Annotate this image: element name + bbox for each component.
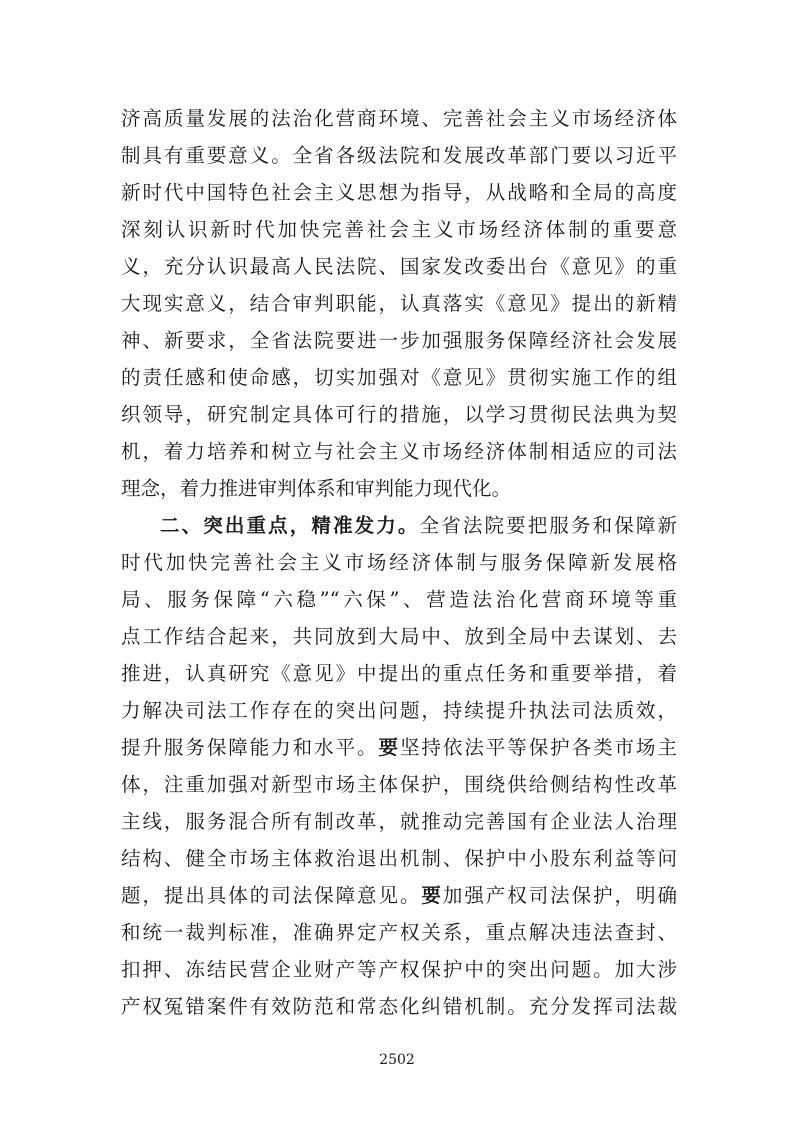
text-line: 体，注重加强对新型市场主体保护，围绕供给侧结构性改革 — [121, 773, 677, 796]
section-heading-line: 二、突出重点，精准发力。全省法院要把服务和保障新 — [160, 514, 677, 537]
page-number: 2502 — [379, 1052, 415, 1068]
text-line: 点工作结合起来，共同放到大局中、放到全局中去谋划、去 — [121, 625, 677, 648]
emphasis-keyword: 要 — [421, 884, 443, 907]
emphasis-keyword: 要 — [378, 736, 400, 759]
text-line: 织领导，研究制定具体可行的措施，以学习贯彻民法典为契 — [121, 403, 677, 426]
document-body — [121, 100, 677, 1025]
text-line: 扣押、冻结民营企业财产等产权保护中的突出问题。加大涉 — [121, 958, 677, 981]
text-line: 提升服务保障能力和水平。要坚持依法平等保护各类市场主 — [121, 736, 677, 759]
section-heading: 二、突出重点，精准发力。 — [160, 514, 420, 537]
text-line: 主线，服务混合所有制改革，就推动完善国有企业法人治理 — [121, 810, 677, 833]
text-line: 题，提出具体的司法保障意见。要加强产权司法保护，明确 — [121, 884, 677, 907]
text-line: 力解决司法工作存在的突出问题，持续提升执法司法质效， — [121, 699, 677, 722]
text-line: 结构、健全市场主体救治退出机制、保护中小股东利益等问 — [121, 847, 677, 870]
text-line: 局、服务保障“六稳”“六保”、营造法治化营商环境等重 — [121, 588, 677, 611]
text-line: 和统一裁判标准，准确界定产权关系，重点解决违法查封、 — [121, 921, 677, 944]
paragraph-end-line: 理念，着力推进审判体系和审判能力现代化。 — [121, 477, 512, 500]
text-line: 义，充分认识最高人民法院、国家发改委出台《意见》的重 — [121, 255, 677, 278]
text-line: 的责任感和使命感，切实加强对《意见》贯彻实施工作的组 — [121, 366, 677, 389]
text-line: 产权冤错案件有效防范和常态化纠错机制。充分发挥司法裁 — [121, 995, 677, 1018]
text-line: 大现实意义，结合审判职能，认真落实《意见》提出的新精 — [121, 292, 677, 315]
text-line: 济高质量发展的法治化营商环境、完善社会主义市场经济体 — [121, 107, 677, 130]
text-line: 推进，认真研究《意见》中提出的重点任务和重要举措，着 — [121, 662, 677, 685]
text-line: 深刻认识新时代加快完善社会主义市场经济体制的重要意 — [121, 218, 677, 241]
text-line: 时代加快完善社会主义市场经济体制与服务保障新发展格 — [121, 551, 677, 574]
text-line: 制具有重要意义。全省各级法院和发展改革部门要以习近平 — [121, 144, 677, 167]
text-line: 新时代中国特色社会主义思想为指导，从战略和全局的高度 — [121, 181, 677, 204]
text-line: 神、新要求，全省法院要进一步加强服务保障经济社会发展 — [121, 329, 677, 352]
text-line: 机，着力培养和树立与社会主义市场经济体制相适应的司法 — [121, 440, 677, 463]
